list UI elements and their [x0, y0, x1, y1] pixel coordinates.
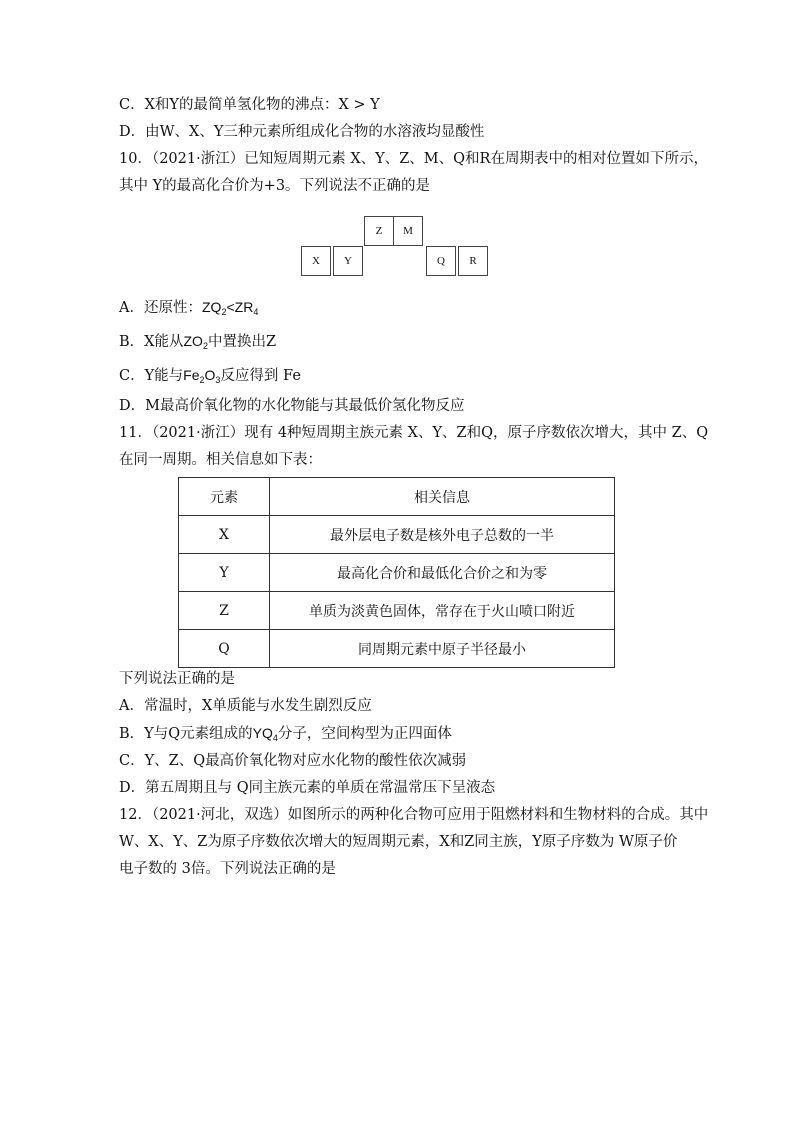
question-12-text-line2: W、X、Y、Z为原子序数依次增大的短周期元素，X和Z同主族，Y原子序数为 W原子价 — [119, 834, 678, 850]
element-info-table — [178, 477, 615, 668]
table-cell-element: Z — [179, 592, 270, 630]
formula-zr4: $ZR_4$ — [234, 299, 259, 317]
table-cell-element: Q — [179, 630, 270, 668]
formula-zo2: $ZO_2$ — [183, 333, 208, 351]
table-row — [179, 516, 615, 554]
option-b-q10: B．X能从$ZO_2$中置换出Z — [119, 333, 277, 351]
option-a-q11: A．常温时，X单质能与水发生剧烈反应 — [119, 698, 372, 714]
table-row — [179, 592, 615, 630]
option-c-q9: C．X和Y的最简单氢化物的沸点：X > Y — [119, 97, 380, 113]
option-b-q11: B．Y与Q元素组成的$YQ_4$分子，空间构型为正四面体 — [119, 725, 452, 743]
option-a-label: A．还原性： — [119, 300, 202, 316]
less-than-sign: < — [226, 299, 235, 315]
formula-zq2: $ZQ_2$ — [201, 299, 227, 317]
option-a-q10 — [119, 297, 258, 318]
table-cell-info: 最外层电子数是核外电子总数的一半 — [270, 516, 615, 554]
formula-fe2o3: $Fe_2O_3$ — [183, 367, 221, 385]
table-cell-info: 最高化合价和最低化合价之和为零 — [270, 554, 615, 592]
question-10-text-line1: 10．（2021·浙江）已知短周期元素 X、Y、Z、M、Q和R在周期表中的相对位置如下所示， — [119, 151, 708, 167]
option-d-q9: D．由W、X、Y三种元素所组成化合物的水溶液均显酸性 — [119, 124, 485, 140]
table-row — [179, 554, 615, 592]
table-cell-element: X — [179, 516, 270, 554]
question-10-text-line2: 其中 Y的最高化合价为+3。下列说法不正确的是 — [119, 178, 431, 194]
table-header-row — [179, 478, 615, 516]
question-11-text-line2: 在同一周期。相关信息如下表： — [119, 452, 322, 468]
periodic-cell-r: R — [458, 246, 488, 276]
table-cell-element: Y — [179, 554, 270, 592]
question-11-text-line1: 11．（2021·浙江）现有 4种短周期主族元素 X、Y、Z和Q，原子序数依次增大，其中 Z、Q — [119, 425, 709, 441]
periodic-cell-z: Z — [364, 216, 394, 246]
question-12-text-line1: 12．（2021·河北，双选）如图所示的两种化合物可应用于阻燃材料和生物材料的合成。其中 — [119, 807, 709, 823]
table-cell-info: 同周期元素中原子半径最小 — [270, 630, 615, 668]
question-12-text-line3: 电子数的 3倍。下列说法正确的是 — [119, 861, 336, 877]
option-c-q10: C．Y能与$Fe_2O_3$反应得到 Fe — [119, 367, 301, 385]
table-header-info: 相关信息 — [270, 478, 615, 516]
periodic-cell-y: Y — [333, 246, 363, 276]
table-header-element: 元素 — [179, 478, 270, 516]
option-d-q10: D．M最高价氧化物的水化物能与其最低价氢化物反应 — [119, 398, 465, 414]
table-row — [179, 630, 615, 668]
periodic-cell-m: M — [393, 216, 423, 246]
option-c-q11: C．Y、Z、Q最高价氧化物对应水化物的酸性依次减弱 — [119, 753, 467, 769]
periodic-cell-q: Q — [426, 246, 456, 276]
option-d-q11: D．第五周期且与 Q同主族元素的单质在常温常压下呈液态 — [119, 780, 496, 796]
table-cell-info: 单质为淡黄色固体，常存在于火山喷口附近 — [270, 592, 615, 630]
formula-yq4: $YQ_4$ — [252, 725, 278, 743]
question-11-prompt: 下列说法正确的是 — [119, 671, 235, 687]
periodic-cell-x: X — [301, 246, 331, 276]
